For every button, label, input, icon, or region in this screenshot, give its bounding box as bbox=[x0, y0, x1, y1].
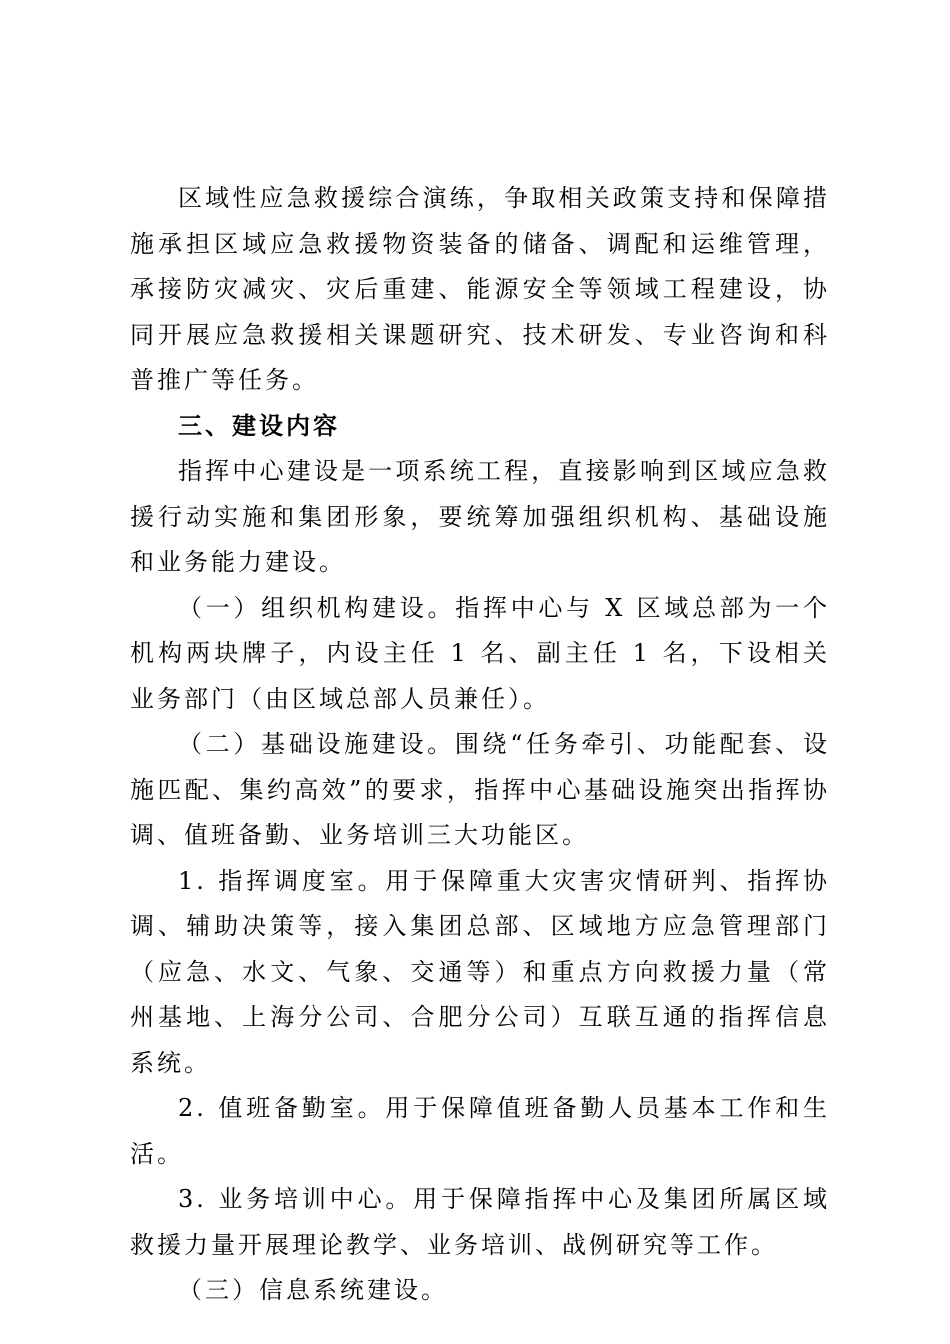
section-heading-construction-content: 三、建设内容 bbox=[178, 411, 340, 440]
paragraph-information-system: （三）信息系统建设。 bbox=[178, 1276, 448, 1304]
paragraph-drill-tasks: 区域性应急救援综合演练，争取相关政策支持和保障措施承担区域应急救援物资装备的储备、调配和运维管理，承接防灾减灾、灾后重建、能源安全等领域工程建设，协同开展应急救援相关课题研究、技术研发、专业咨询和科普推广等任务。 bbox=[130, 184, 830, 394]
paragraph-training-center: 3. 业务培训中心。用于保障指挥中心及集团所属区域救援力量开展理论教学、业务培训、战例研究等工作。 bbox=[130, 1185, 830, 1259]
paragraph-organization-building: （一）组织机构建设。指挥中心与 X 区域总部为一个机构两块牌子，内设主任 1 名、副主任 1 名，下设相关业务部门（由区域总部人员兼任）。 bbox=[130, 593, 830, 713]
paragraph-infrastructure-building: （二）基础设施建设。围绕“任务牵引、功能配套、设施匹配、集约高效”的要求，指挥中心基础设施突出指挥协调、值班备勤、业务培训三大功能区。 bbox=[130, 730, 830, 849]
paragraph-construction-overview: 指挥中心建设是一项系统工程，直接影响到区域应急救援行动实施和集团形象，要统筹加强组织机构、基础设施和业务能力建设。 bbox=[130, 457, 830, 576]
paragraph-duty-room: 2. 值班备勤室。用于保障值班备勤人员基本工作和生活。 bbox=[130, 1094, 830, 1168]
document-body bbox=[130, 176, 830, 1314]
paragraph-command-dispatch-room: 1. 指挥调度室。用于保障重大灾害灾情研判、指挥协调、辅助决策等，接入集团总部、区域地方应急管理部门（应急、水文、气象、交通等）和重点方向救援力量（常州基地、上海分公司、合肥分公司）互联互通的指挥信息系统。 bbox=[130, 866, 830, 1077]
